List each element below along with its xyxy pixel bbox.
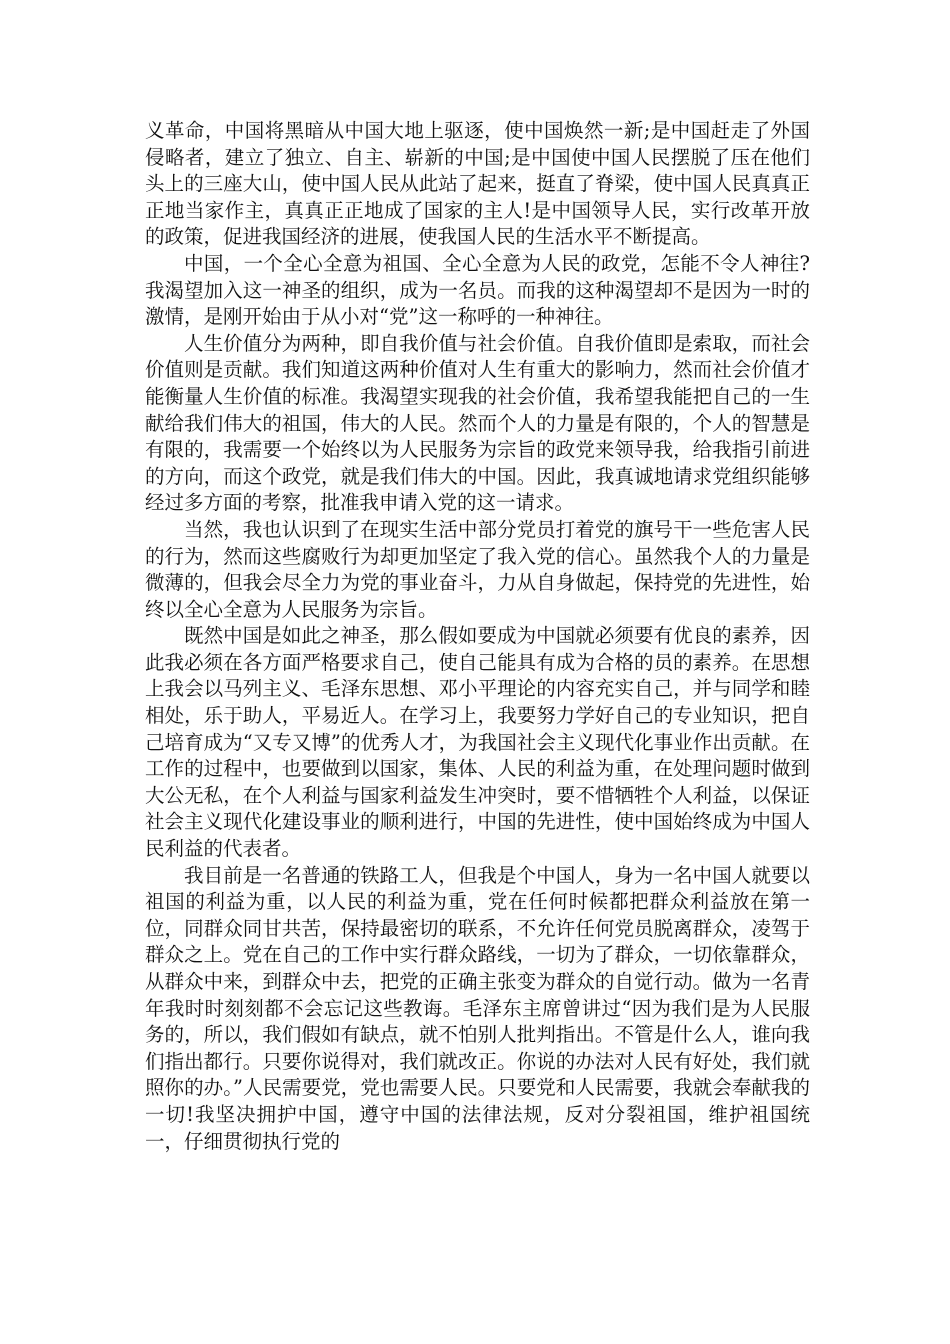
paragraph-railway-worker: 我目前是一名普通的铁路工人，但我是个中国人，身为一名中国人就要以祖国的利益为重，以人民的利益为重，党在任何时候都把群众利益放在第一位，同群众同甘共苦，保持最密切的联系，不允许任何党员脱离群众，凌驾于群众之上。党在自己的工作中实行群众路线，一切为了群众，一切依靠群众，从群众中来，到群众中去，把党的正确主张变为群众的自觉行动。做为一名青年我时时刻刻都不会忘记这些教诲。毛泽东主席曾讲过“因为我们是为人民服务的，所以，我们假如有缺点，就不怕别人批判指出。不管是什么人，谁向我们指出都行。只要你说得对，我们就改正。你说的办法对人民有好处，我们就照你的办。”人民需要党，党也需要人民。只要党和人民需要，我就会奉献我的一切!我坚决拥护中国，遵守中国的法律法规，反对分裂祖国，维护祖国统一，仔细贯彻执行党的 xyxy=(145,863,810,1153)
paragraph-self-requirements: 既然中国是如此之神圣，那么假如要成为中国就必须要有优良的素养，因此我必须在各方面严格要求自己，使自己能具有成为合格的员的素养。在思想上我会以马列主义、毛泽东思想、邓小平理论的内容充实自己，并与同学和睦相处，乐于助人，平易近人。在学习上，我要努力学好自己的专业知识，把自己培育成为“又专又博”的优秀人才，为我国社会主义现代化事业作出贡献。在工作的过程中，也要做到以国家，集体、人民的利益为重，在处理问题时做到大公无私，在个人利益与国家利益发生冲突时，要不惜牺牲个人利益，以保证社会主义现代化建设事业的顺利进行，中国的先进性，使中国始终成为中国人民利益的代表者。 xyxy=(145,624,810,861)
paragraph-continuation: 义革命，中国将黑暗从中国大地上驱逐，使中国焕然一新;是中国赶走了外国侵略者，建立了独立、自主、崭新的中国;是中国使中国人民摆脱了压在他们头上的三座大山，使中国人民从此站了起来，挺直了脊梁，使中国人民真真正正地当家作主，真真正正地成了国家的主人!是中国领导人民，实行改革开放的政策，促进我国经济的进展，使我国人民的生活水平不断提高。 xyxy=(145,119,810,249)
document-body xyxy=(145,118,810,1155)
paragraph-party-aspiration: 中国，一个全心全意为祖国、全心全意为人民的政党，怎能不令人神往?我渴望加入这一神圣的组织，成为一名员。而我的这种渴望却不是因为一时的激情，是刚开始由于从小对“党”这一称呼的一种神往。 xyxy=(145,251,810,329)
paragraph-corruption-awareness: 当然，我也认识到了在现实生活中部分党员打着党的旗号干一些危害人民的行为，然而这些腐败行为却更加坚定了我入党的信心。虽然我个人的力量是微薄的，但我会尽全力为党的事业奋斗，力从自身做起，保持党的先进性，始终以全心全意为人民服务为宗旨。 xyxy=(145,517,810,621)
paragraph-life-value: 人生价值分为两种，即自我价值与社会价值。自我价值即是索取，而社会价值则是贡献。我们知道这两种价值对人生有重大的影响力，然而社会价值才能衡量人生价值的标准。我渴望实现我的社会价值，我希望我能把自己的一生献给我们伟大的祖国，伟大的人民。然而个人的力量是有限的，个人的智慧是有限的，我需要一个始终以为人民服务为宗旨的政党来领导我，给我指引前进的方向，而这个政党，就是我们伟大的中国。因此，我真诚地请求党组织能够经过多方面的考察，批准我申请入党的这一请求。 xyxy=(145,331,810,515)
